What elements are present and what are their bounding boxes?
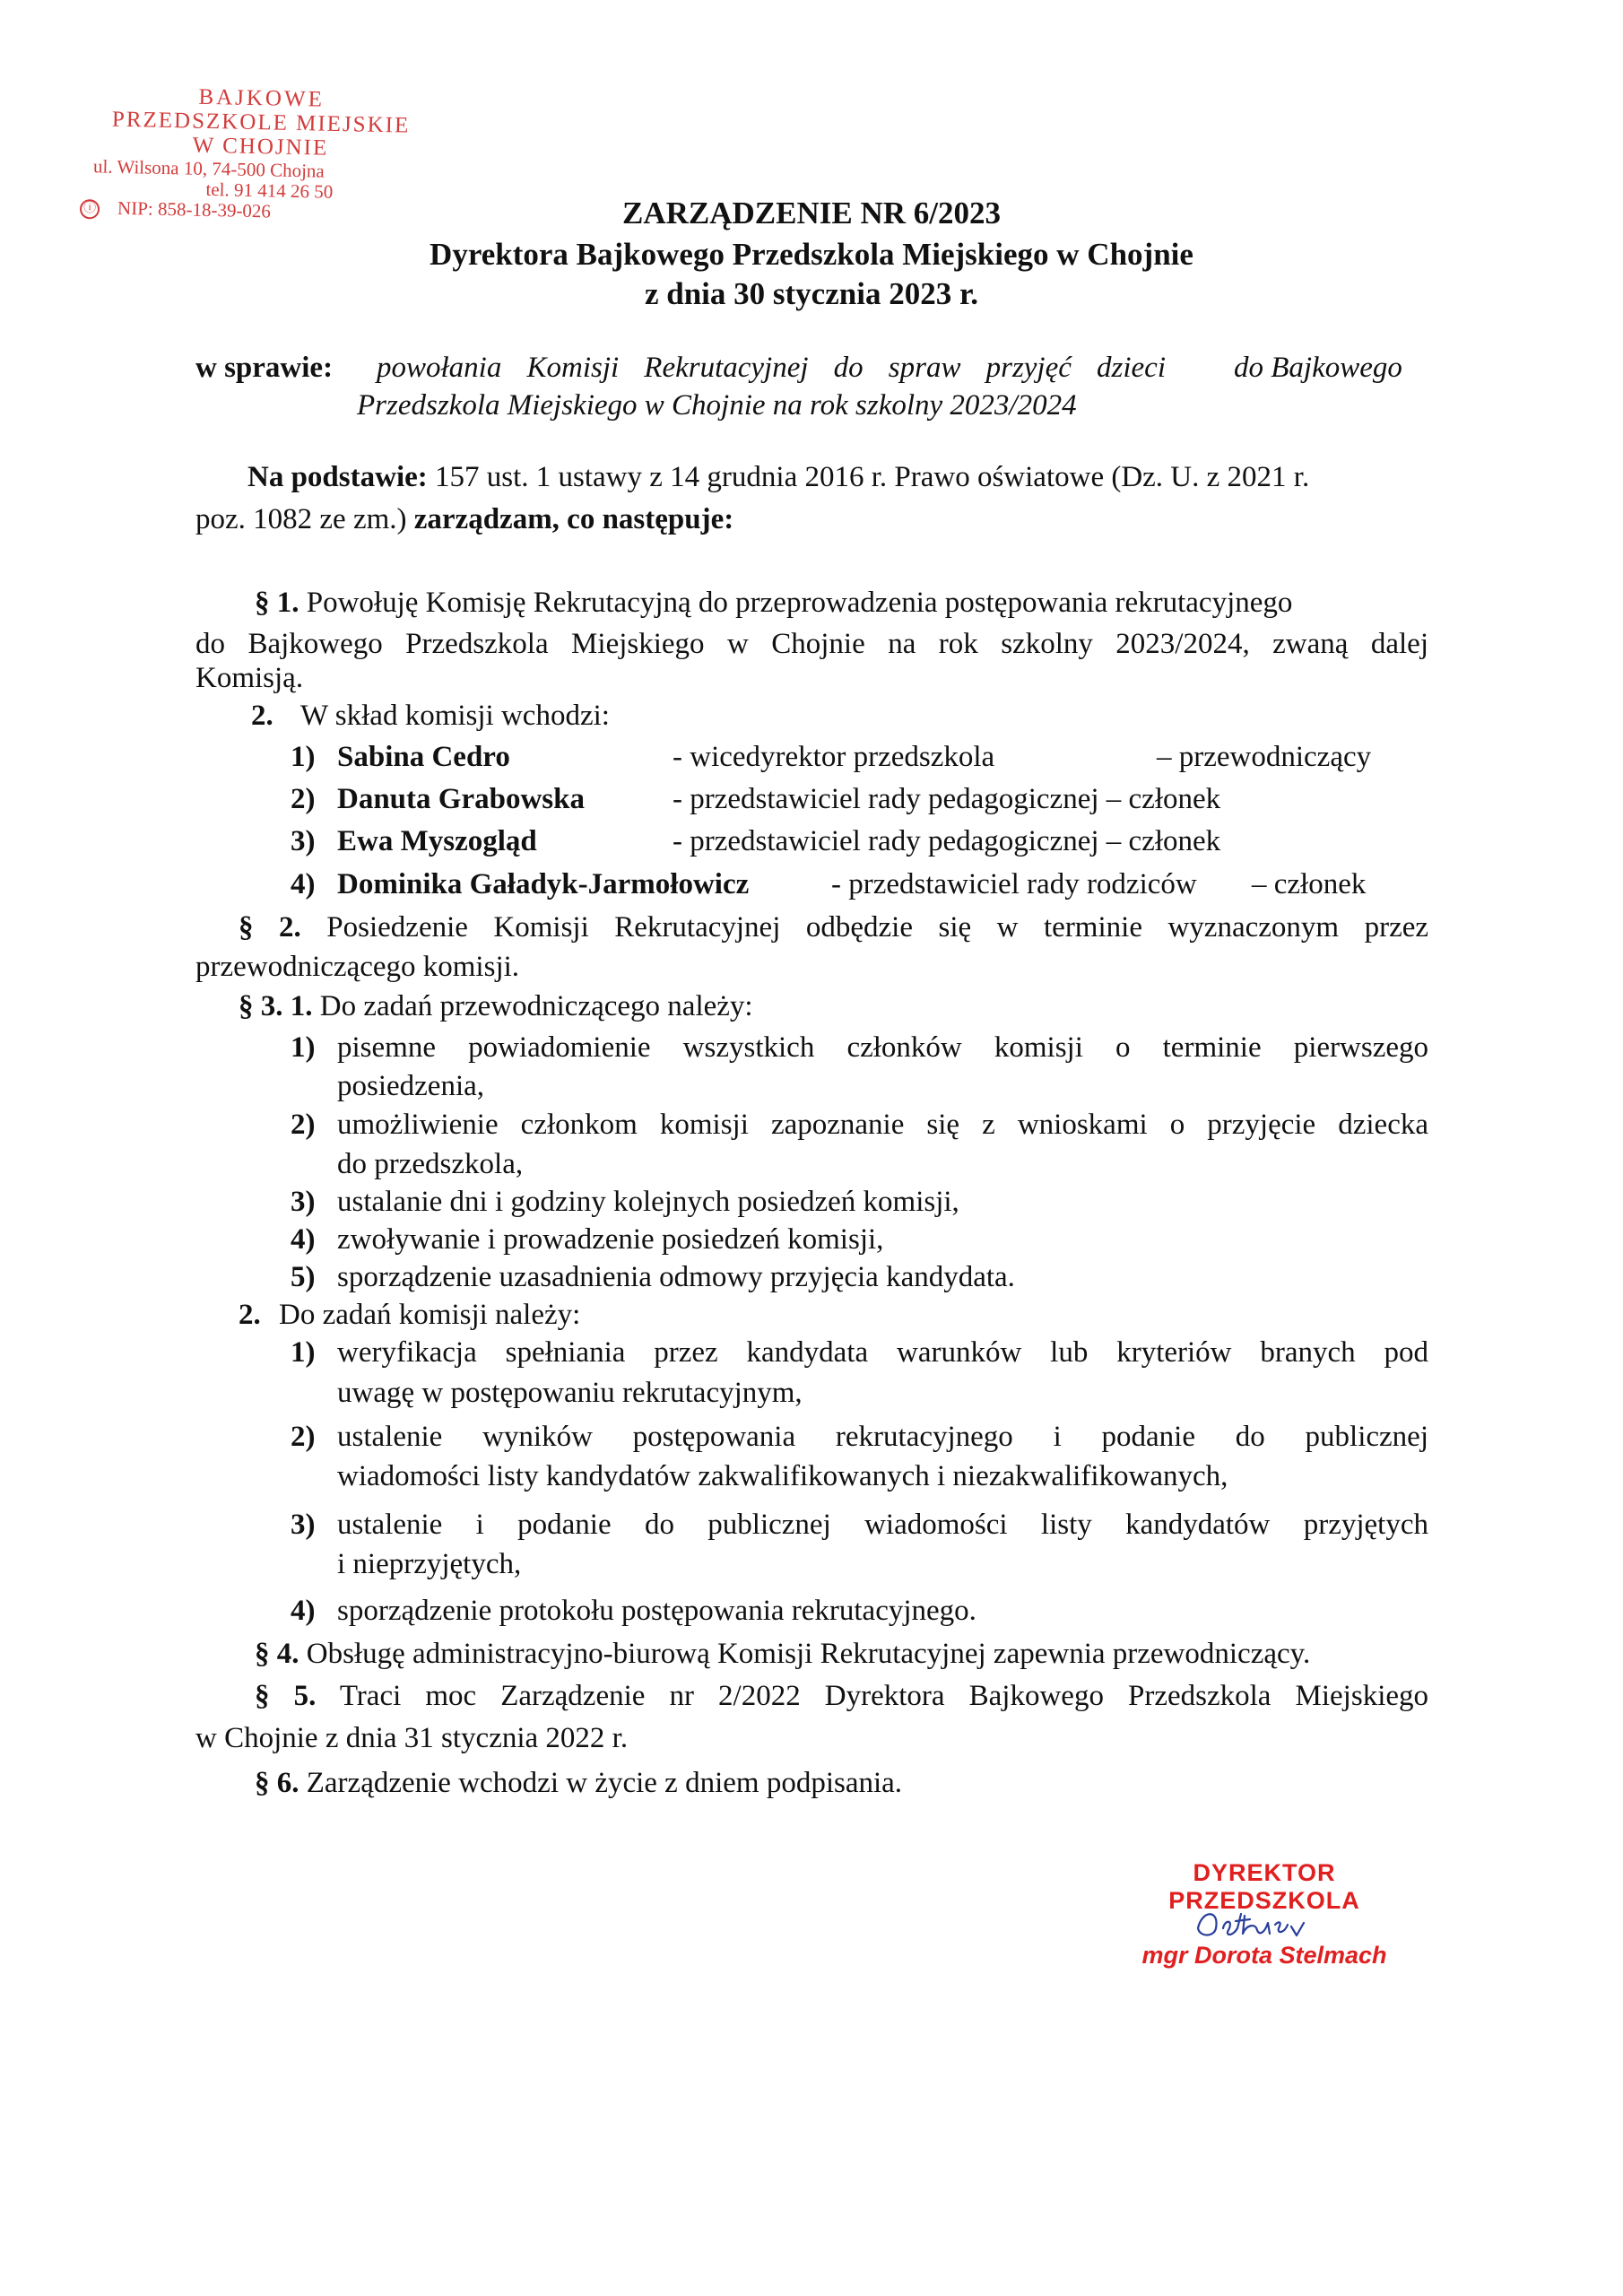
member-num: 3) (291, 825, 316, 857)
basis-decision: zarządzam, co następuje: (413, 503, 734, 535)
subject-line-1: powołania Komisji Rekrutacyjnej do spraw przyjęć dzieci (377, 352, 1166, 384)
p3-item-text: sporządzenie uzasadnienia odmowy przyjęcia kandydata. (337, 1261, 1015, 1293)
phone-circle-icon: ⓘ (80, 199, 100, 219)
p3-item-2 (239, 1299, 580, 1332)
p3-mark: § 3. 1. (239, 990, 313, 1022)
basis-label: Na podstawie: (247, 461, 428, 493)
p1-item-2-num: 2. (251, 700, 273, 732)
handwritten-signature (1193, 1901, 1309, 1946)
basis-row-2 (195, 503, 733, 536)
p3-item-text-cont: do przedszkola, (337, 1148, 524, 1180)
document-date: z dnia 30 stycznia 2023 r. (644, 276, 979, 311)
p3-task-text-cont: uwagę w postępowaniu rekrutacyjnym, (337, 1377, 803, 1409)
director-stamp-name: mgr Dorota Stelmach (1141, 1942, 1387, 1969)
p3-task-num: 4) (291, 1595, 316, 1627)
member-name: Sabina Cedro (337, 741, 510, 773)
p3-item-text: pisemne powiadomienie wszystkich członków komisji o terminie pierwszego (337, 1031, 1428, 1064)
member-role: - przedstawiciel rady rodziców (831, 868, 1197, 900)
p2-text-2: przewodniczącego komisji. (195, 951, 520, 983)
p3-task-text: ustalenie wyników postępowania rekrutacyjnego i podanie do publicznej (337, 1421, 1428, 1453)
member-name: Dominika Gaładyk-Jarmołowicz (337, 868, 750, 900)
p4-mark: § 4. (255, 1638, 299, 1670)
p6-mark: § 6. (255, 1767, 299, 1799)
p3-task-text-cont: wiadomości listy kandydatów zakwalifikowanych i niezakwalifikowanych, (337, 1460, 1228, 1492)
p3-item-text-cont: posiedzenia, (337, 1070, 485, 1102)
p2-row-1 (239, 911, 1428, 944)
p3-item-num: 3) (291, 1186, 316, 1218)
member-role: - przedstawiciel rady pedagogicznej – członek (673, 825, 1221, 857)
p3-item-num: 2) (291, 1109, 316, 1141)
member-num: 4) (291, 868, 316, 900)
member-name: Danuta Grabowska (337, 783, 585, 815)
p3-item-num: 4) (291, 1223, 316, 1256)
member-role: - przedstawiciel rady pedagogicznej – członek (673, 783, 1221, 815)
p3-row (239, 990, 753, 1023)
subject-row (195, 352, 333, 385)
subject-line-2: Przedszkola Miejskiego w Chojnie na rok szkolny 2023/2024 (357, 389, 1077, 422)
p3-task-text: sporządzenie protokołu postępowania rekrutacyjnego. (337, 1595, 976, 1627)
p2-mark: § 2. (239, 911, 301, 944)
member-num: 2) (291, 783, 316, 815)
document-title: ZARZĄDZENIE NR 6/2023 (622, 196, 1001, 230)
stamp-phone: tel. 91 414 26 50 (205, 178, 334, 203)
stamp-line-2: PRZEDSZKOLE MIEJSKIE (111, 107, 411, 138)
p1-item-2 (251, 700, 610, 733)
p3-task-text: ustalenie i podanie do publicznej wiadomości listy kandydatów przyjętych (337, 1509, 1428, 1541)
p6-row (255, 1767, 902, 1800)
member-num: 1) (291, 741, 316, 773)
member-name: Ewa Myszogląd (337, 825, 537, 857)
p3-task-num: 1) (291, 1336, 316, 1369)
p3-task-num: 3) (291, 1509, 316, 1541)
director-stamp-institution: PRZEDSZKOLA (1168, 1887, 1360, 1914)
p3-task-num: 2) (291, 1421, 316, 1453)
document-subtitle: Dyrektora Bajkowego Przedszkola Miejskiego w Chojnie (430, 237, 1193, 272)
p1-item-2-text: W skład komisji wchodzi: (300, 700, 610, 732)
member-role: - wicedyrektor przedszkola (673, 741, 995, 773)
p1-text-3: Komisją. (195, 662, 304, 694)
basis-row-1 (247, 461, 1309, 494)
stamp-line-1: BAJKOWE (198, 84, 325, 112)
p3-item-2-intro: Do zadań komisji należy: (279, 1299, 581, 1331)
subject-label: w sprawie: (195, 352, 334, 384)
p3-intro: Do zadań przewodniczącego należy: (319, 990, 753, 1022)
p3-task-text-cont: i nieprzyjętych, (337, 1548, 522, 1580)
stamp-address: ul. Wilsona 10, 74-500 Chojna (92, 155, 325, 182)
p3-item-text: umożliwienie członkom komisji zapoznanie się z wnioskami o przyjęcie dziecka (337, 1109, 1428, 1141)
director-stamp-title: DYREKTOR (1193, 1859, 1336, 1886)
member-function: – przewodniczący (1157, 741, 1372, 773)
p5-row-1 (255, 1680, 1428, 1713)
p3-item-text: ustalanie dni i godziny kolejnych posiedzeń komisji, (337, 1186, 959, 1218)
basis-text-2: poz. 1082 ze zm.) (195, 503, 407, 535)
stamp-line-3: W CHOJNIE (192, 133, 329, 161)
p4-text: Obsługę administracyjno-biurową Komisji Rekrutacyjnej zapewnia przewodniczący. (306, 1638, 1311, 1670)
p1-mark: § 1. (255, 587, 299, 619)
stamp-nip: NIP: 858-18-39-026 (117, 196, 272, 222)
subject-line-1b: do Bajkowego (1234, 352, 1402, 384)
p5-mark: § 5. (255, 1680, 317, 1712)
p3-item-num: 1) (291, 1031, 316, 1064)
p1-text-1: Powołuję Komisję Rekrutacyjną do przeprowadzenia postępowania rekrutacyjnego (306, 587, 1293, 619)
basis-text-1: 157 ust. 1 ustawy z 14 grudnia 2016 r. Prawo oświatowe (Dz. U. z 2021 r. (435, 461, 1310, 493)
p3-item-2-num: 2. (239, 1299, 261, 1331)
p4-row (255, 1638, 1310, 1671)
p3-item-num: 5) (291, 1261, 316, 1293)
p2-text-1: Posiedzenie Komisji Rekrutacyjnej odbędzie się w terminie wyznaczonym przez (326, 911, 1429, 944)
p6-text: Zarządzenie wchodzi w życie z dniem podpisania. (306, 1767, 903, 1799)
p1-text-2: do Bajkowego Przedszkola Miejskiego w Chojnie na rok szkolny 2023/2024, zwaną dalej (195, 628, 1428, 660)
member-function: – członek (1252, 868, 1367, 900)
p3-item-text: zwoływanie i prowadzenie posiedzeń komisji, (337, 1223, 884, 1256)
p5-text-2: w Chojnie z dnia 31 stycznia 2022 r. (195, 1722, 629, 1754)
p3-task-text: weryfikacja spełniania przez kandydata warunków lub kryteriów branych pod (337, 1336, 1428, 1369)
p5-text-1: Traci moc Zarządzenie nr 2/2022 Dyrektora Bajkowego Przedszkola Miejskiego (339, 1680, 1429, 1712)
p1-row-1 (255, 587, 1292, 620)
